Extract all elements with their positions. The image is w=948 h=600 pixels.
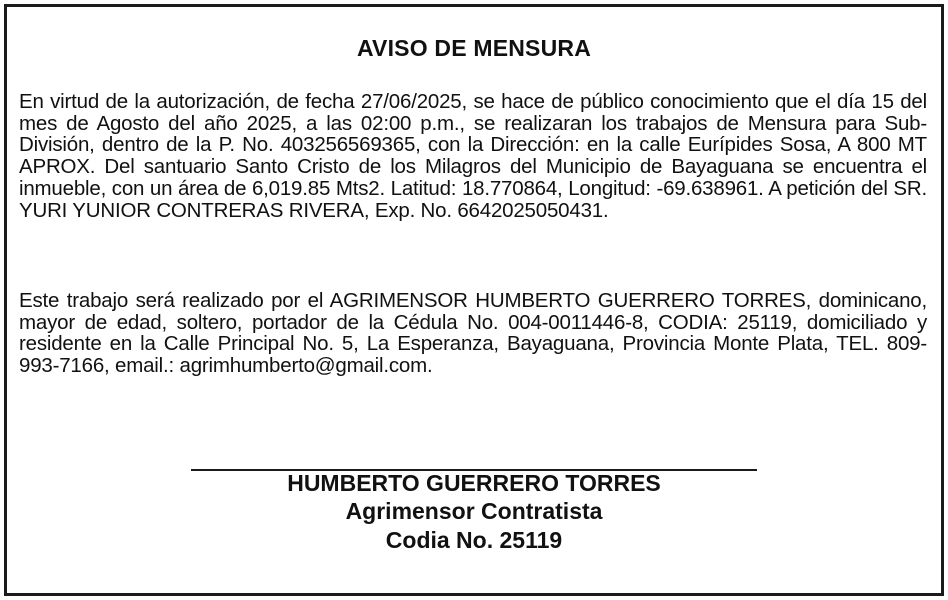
notice-paragraph-authorization: En virtud de la autorización, de fecha 27/06/2025, se hace de público conocimiento que el día 15 del mes de Agosto del año 2025, a las 02:00 p.m., se realizaran los trabajos de Mensura para Sub-División, dentro de la P. No. 403256569365, con la Dirección: en la calle Eurípides Sosa, A 800 MT APROX. Del santuario Santo Cristo de los Milagros del Municipio de Bayaguana se encuentra el inmueble, con un área de 6,019.85 Mts2. Latitud: 18.770864, Longitud: -69.638961. A petición del SR. YURI YUNIOR CONTRERAS RIVERA, Exp. No. 6642025050431. [19,90,927,222]
signature-role: Agrimensor Contratista [345,498,603,524]
notice-frame [4,4,944,596]
notice-title: AVISO DE MENSURA [356,35,592,61]
signature-name: HUMBERTO GUERRERO TORRES [287,470,661,496]
notice-paragraph-surveyor: Este trabajo será realizado por el AGRIMENSOR HUMBERTO GUERRERO TORRES, dominicano, mayor de edad, soltero, portador de la Cédula No. 004-0011446-8, CODIA: 25119, domiciliado y residente en la Calle Principal No. 5, La Esperanza, Bayaguana, Provincia Monte Plata, TEL. 809-993-7166, email.: agrimhumberto@gmail.com. [19,289,927,378]
signature-codia: Codia No. 25119 [385,527,563,553]
